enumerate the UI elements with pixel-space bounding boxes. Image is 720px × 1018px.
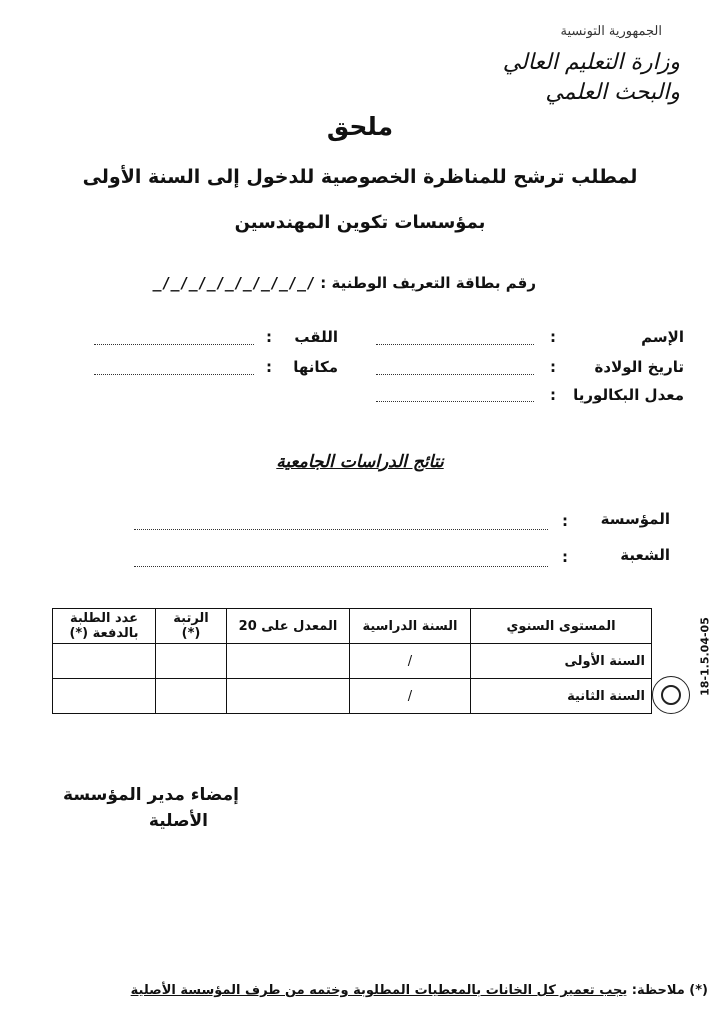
id-card-pattern: _/_/_/_/_/_/_/_/_/ (152, 274, 316, 292)
header-class-size: عدد الطلبة بالدفعة (*) (53, 609, 156, 644)
header-annual-level: المستوى السنوي (471, 609, 652, 644)
id-card-label: رقم بطاقة التعريف الوطنية : (320, 274, 536, 292)
bac-average-input[interactable] (376, 400, 534, 402)
footnote-text: يجب تعمير كل الخانات بالمعطيات المطلوبة وختمه من طرف المؤسسة الأصلية (130, 983, 628, 998)
ministry-line-2: والبحث العلمي (545, 80, 680, 105)
subtitle-line-1: لمطلب ترشح للمناظرة الخصوصية للدخول إلى السنة الأولى (82, 166, 638, 188)
row-average-cell[interactable] (227, 679, 350, 714)
header-rank: الرتبة (*) (156, 609, 227, 644)
row-year-cell[interactable]: / (350, 644, 471, 679)
row-average-cell[interactable] (227, 644, 350, 679)
row-rank-cell[interactable] (156, 644, 227, 679)
name-colon: : (550, 328, 556, 346)
bac-average-colon: : (550, 386, 556, 404)
branch-colon: : (562, 548, 568, 566)
row-class-size-cell[interactable] (53, 679, 156, 714)
university-results-heading: نتائج الدراسات الجامعية (276, 452, 444, 472)
row-rank-cell[interactable] (156, 679, 227, 714)
row-level: السنة الثانية (471, 679, 652, 714)
director-signature-block (56, 782, 246, 834)
stamp-seal-icon (652, 676, 690, 714)
ministry-line-1: وزارة التعليم العالي (502, 50, 680, 75)
row-level: السنة الأولى (471, 644, 652, 679)
results-table (52, 608, 652, 714)
institution-input[interactable] (134, 528, 548, 530)
republic-header: الجمهورية التونسية (560, 24, 662, 39)
signature-line-2: الأصلية (148, 811, 208, 831)
institution-colon: : (562, 512, 568, 530)
signature-line-1: إمضاء مدير المؤسسة (63, 785, 239, 805)
header-academic-year: السنة الدراسية (350, 609, 471, 644)
institution-label: المؤسسة (600, 510, 670, 528)
birth-place-input[interactable] (94, 373, 254, 375)
birth-place-colon: : (266, 358, 272, 376)
bac-average-label: معدل البكالوريا (573, 386, 684, 404)
branch-input[interactable] (134, 565, 548, 567)
footnote (131, 983, 708, 998)
birth-place-label: مكانها (293, 358, 338, 376)
name-label: الإسم (641, 328, 684, 346)
name-input[interactable] (376, 343, 534, 345)
birth-date-input[interactable] (376, 373, 534, 375)
birth-date-colon: : (550, 358, 556, 376)
table-row (53, 679, 652, 714)
side-reference-code: 18-1.5.04-05 (698, 617, 712, 696)
subtitle-line-2: بمؤسسات تكوين المهندسين (234, 212, 486, 233)
table-header-row (53, 609, 652, 644)
birth-date-label: تاريخ الولادة (594, 358, 684, 376)
footnote-prefix: (*) ملاحظة: (631, 983, 708, 998)
surname-input[interactable] (94, 343, 254, 345)
row-year-cell[interactable]: / (350, 679, 471, 714)
id-card-field (152, 274, 536, 292)
table-row (53, 644, 652, 679)
surname-label: اللقب (294, 328, 338, 346)
page-title: ملحق (326, 112, 394, 141)
surname-colon: : (266, 328, 272, 346)
branch-label: الشعبة (620, 546, 670, 564)
header-average: المعدل على 20 (227, 609, 350, 644)
ministry-header (480, 48, 680, 108)
row-class-size-cell[interactable] (53, 644, 156, 679)
